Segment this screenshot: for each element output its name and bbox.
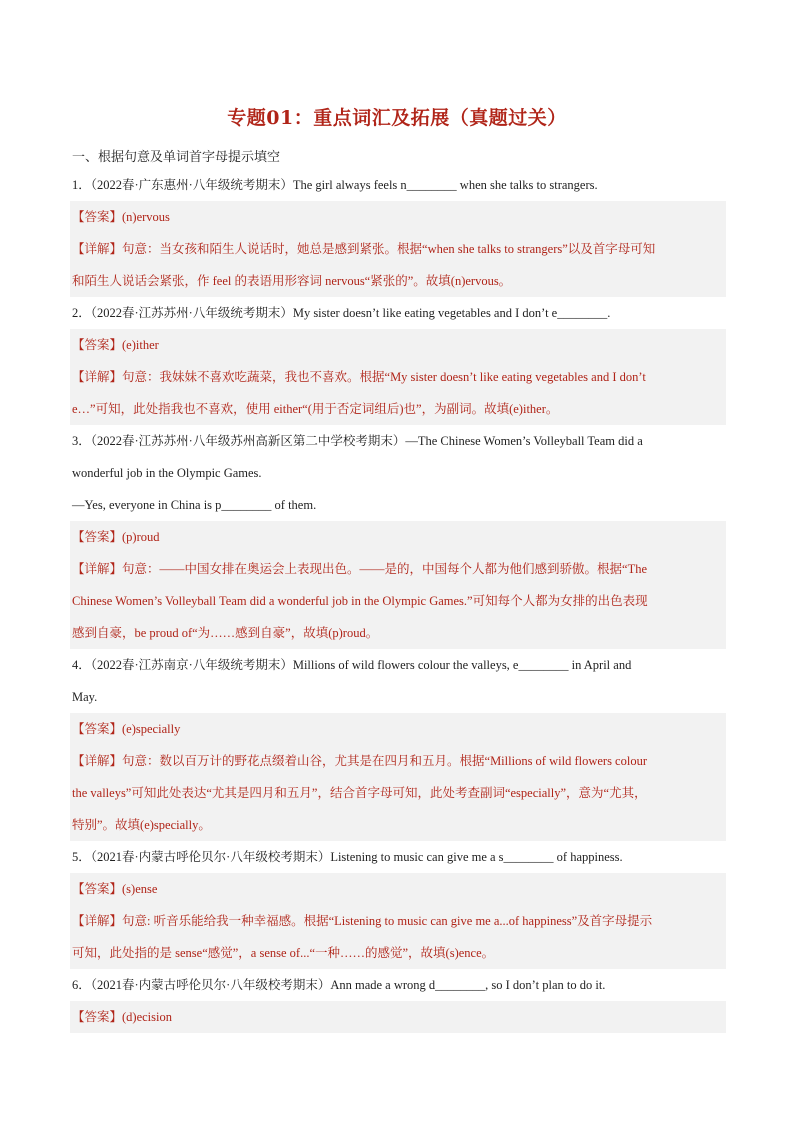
answer-box — [70, 1001, 726, 1033]
question-line: wonderful job in the Olympic Games. — [72, 466, 262, 480]
answer-text: (n)ervous — [122, 210, 170, 224]
answer-text: (p)roud — [122, 530, 160, 544]
question-2 — [70, 297, 726, 329]
question-line: 6．（2021春·内蒙古呼伦贝尔·八年级校考期末）Ann made a wrong d________, so I don’t plan to do it. — [72, 978, 606, 992]
detail-line: 句意: 听音乐能给我一种幸福感。根据“Listening to music can give me a...of happiness”及首字母提示 — [122, 914, 653, 928]
detail-label: 【详解】 — [72, 370, 123, 384]
answer-box — [70, 521, 726, 553]
answer-label: 【答案】 — [72, 1010, 123, 1024]
answer-box — [70, 329, 726, 361]
detail-box — [70, 553, 726, 649]
detail-line: 和陌生人说话会紧张，作 feel 的表语用形容词 nervous“紧张的”。故填(n)ervous。 — [72, 274, 512, 288]
question-line: 4．（2022春·江苏南京·八年级统考期末）Millions of wild flowers colour the valleys, e________ in April and — [72, 658, 632, 672]
detail-label: 【详解】 — [72, 562, 123, 576]
answer-text: (d)ecision — [122, 1010, 172, 1024]
answer-label: 【答案】 — [72, 530, 123, 544]
question-line: 5．（2021春·内蒙古呼伦贝尔·八年级校考期末）Listening to music can give me a s________ of happiness. — [72, 850, 623, 864]
detail-label: 【详解】 — [72, 242, 123, 256]
detail-line: 句意：我妹妹不喜欢吃蔬菜，我也不喜欢。根据“My sister doesn’t like eating vegetables and I don’t — [122, 370, 646, 384]
detail-line: 句意：——中国女排在奥运会上表现出色。——是的，中国每个人都为他们感到骄傲。根据“The — [122, 562, 647, 576]
detail-line: 可知，此处指的是 sense“感觉”，a sense of...“一种……的感觉”，故填(s)ence。 — [72, 946, 495, 960]
question-3 — [70, 425, 726, 521]
question-1 — [70, 169, 726, 201]
page-title: 专题01：重点词汇及拓展（真题过关） — [227, 107, 567, 129]
question-5 — [70, 841, 726, 873]
question-line: —Yes, everyone in China is p________ of them. — [72, 498, 317, 512]
question-6 — [70, 969, 726, 1001]
detail-label: 【详解】 — [72, 754, 123, 768]
detail-line: 句意：数以百万计的野花点缀着山谷，尤其是在四月和五月。根据“Millions of wild flowers colour — [122, 754, 647, 768]
answer-label: 【答案】 — [72, 338, 123, 352]
question-line: 1．（2022春·广东惠州·八年级统考期末）The girl always feels n________ when she talks to strangers. — [72, 178, 598, 192]
detail-box — [70, 905, 726, 969]
answer-box — [70, 873, 726, 905]
answer-label: 【答案】 — [72, 722, 123, 736]
answer-text: (s)ense — [122, 882, 158, 896]
detail-line: 句意：当女孩和陌生人说话时，她总是感到紧张。根据“when she talks to strangers”以及首字母可知 — [122, 242, 656, 256]
answer-box — [70, 201, 726, 233]
answer-label: 【答案】 — [72, 882, 123, 896]
detail-label: 【详解】 — [72, 914, 123, 928]
detail-box — [70, 233, 726, 297]
detail-line: e…”可知，此处指我也不喜欢，使用 either“(用于否定词组后)也”，为副词。故填(e)ither。 — [72, 402, 559, 416]
question-4 — [70, 649, 726, 713]
detail-line: Chinese Women’s Volleyball Team did a wonderful job in the Olympic Games.”可知每个人都为女排的出色表现 — [72, 594, 648, 608]
section-heading: 一、根据句意及单词首字母提示填空 — [72, 150, 281, 165]
answer-box — [70, 713, 726, 745]
answer-text: (e)specially — [122, 722, 181, 736]
detail-box — [70, 745, 726, 841]
answer-text: (e)ither — [122, 338, 159, 352]
question-line: 3．（2022春·江苏苏州·八年级苏州高新区第二中学校考期末）—The Chinese Women’s Volleyball Team did a — [72, 434, 643, 448]
question-line: May. — [72, 690, 98, 704]
detail-line: 特别”。故填(e)specially。 — [72, 818, 211, 832]
answer-label: 【答案】 — [72, 210, 123, 224]
detail-box — [70, 361, 726, 425]
detail-line: 感到自豪，be proud of“为……感到自豪”，故填(p)roud。 — [72, 626, 379, 640]
detail-line: the valleys”可知此处表达“尤其是四月和五月”，结合首字母可知，此处考查副词“especially”，意为“尤其， — [72, 786, 647, 800]
question-list — [70, 169, 726, 1033]
question-line: 2．（2022春·江苏苏州·八年级统考期末）My sister doesn’t like eating vegetables and I don’t e________. — [72, 306, 611, 320]
